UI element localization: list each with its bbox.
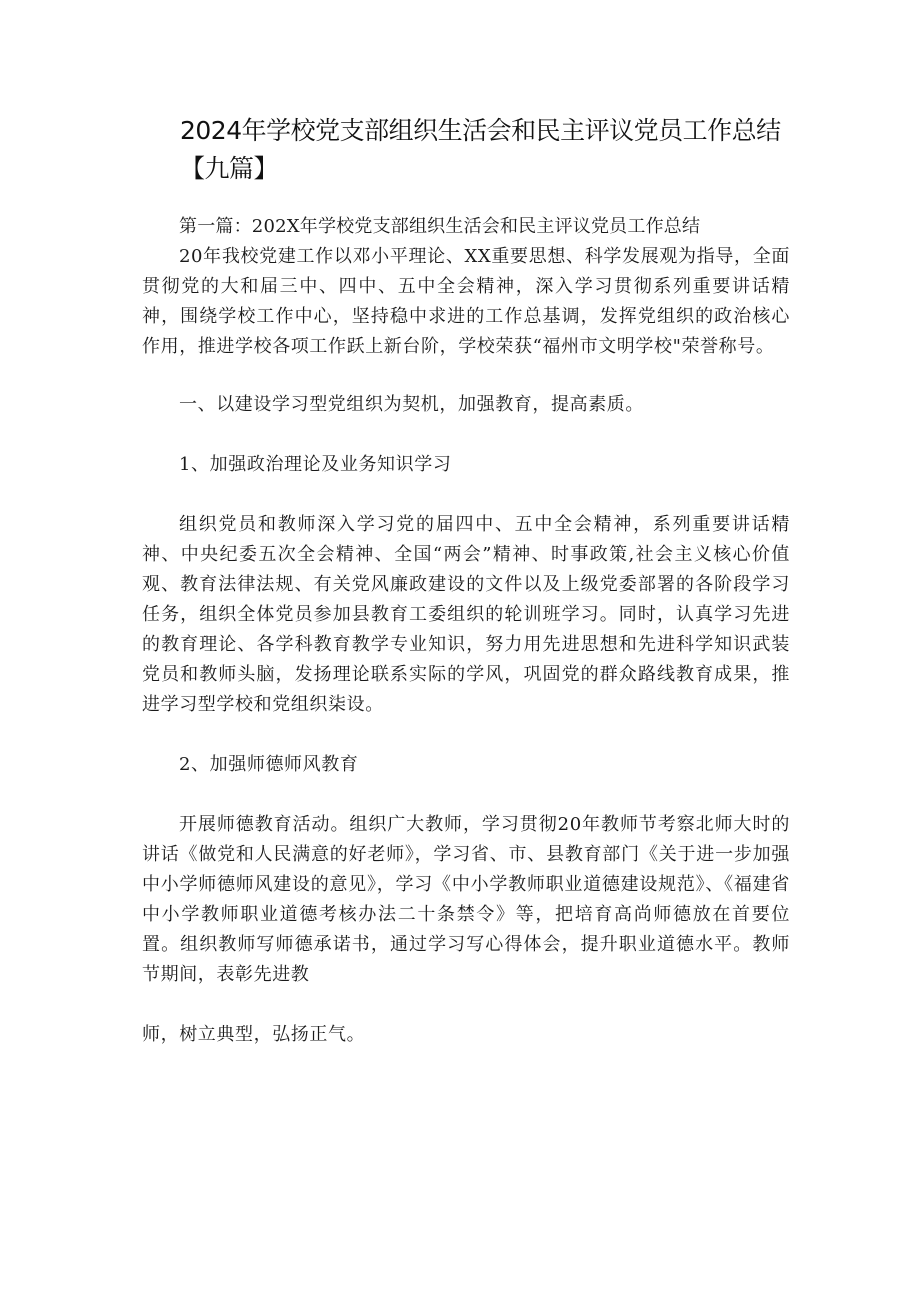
document-title-line1: 2024年学校党支部组织生活会和民主评议党员工作总结 (180, 116, 781, 145)
document-body (142, 212, 790, 1050)
document-title-line2: 【九篇】 (180, 154, 279, 183)
subsection-2-paragraph: 开展师德教育活动。组织广大教师，学习贯彻20年教师节考察北师大时的讲话《做党和人民满意的好老师》，学习省、市、县教育部门《关于进一步加强中小学师德师风建设的意见》，学习《中小学教师职业道德建设规范》、《福建省中小学教师职业道德考核办法二十条禁令》等，把培育高尚师德放在首要位置。组织教师写师德承诺书，通过学习写心得体会，提升职业道德水平。教师节期间，表彰先进教 (142, 814, 790, 985)
intro-paragraph: 20年我校党建工作以邓小平理论、XX重要思想、科学发展观为指导，全面贯彻党的大和届三中、四中、五中全会精神，深入学习贯彻系列重要讲话精神，围绕学校工作中心，坚持稳中求进的工作总基调，发挥党组织的政治核心作用，推进学校各项工作跃上新台阶，学校荣获“福州市文明学校"荣誉称号。 (142, 246, 790, 357)
chapter-heading: 第一篇：202X年学校党支部组织生活会和民主评议党员工作总结 (179, 216, 701, 237)
subsection-1-paragraph: 组织党员和教师深入学习党的届四中、五中全会精神，系列重要讲话精神、中央纪委五次全会精神、全国“两会”精神、时事政策,社会主义核心价值观、教育法律法规、有关党风廉政建设的文件以及上级党委部署的各阶段学习任务，组织全体党员参加县教育工委组织的轮训班学习。同时，认真学习先进的教育理论、各学科教育教学专业知识，努力用先进思想和先进科学知识武装党员和教师头脑，发扬理论联系实际的学风，巩固党的群众路线教育成果，推进学习型学校和党组织柒设。 (142, 514, 790, 715)
subsection-heading-1: 1、加强政治理论及业务知识学习 (179, 454, 452, 475)
section-heading-1: 一、以建设学习型党组织为契机，加强教育，提高素质。 (179, 394, 644, 415)
subsection-heading-2: 2、加强师德师风教育 (179, 754, 359, 775)
subsection-2-tail: 师，树立典型，弘扬正气。 (142, 1024, 366, 1045)
document-title (180, 112, 800, 188)
